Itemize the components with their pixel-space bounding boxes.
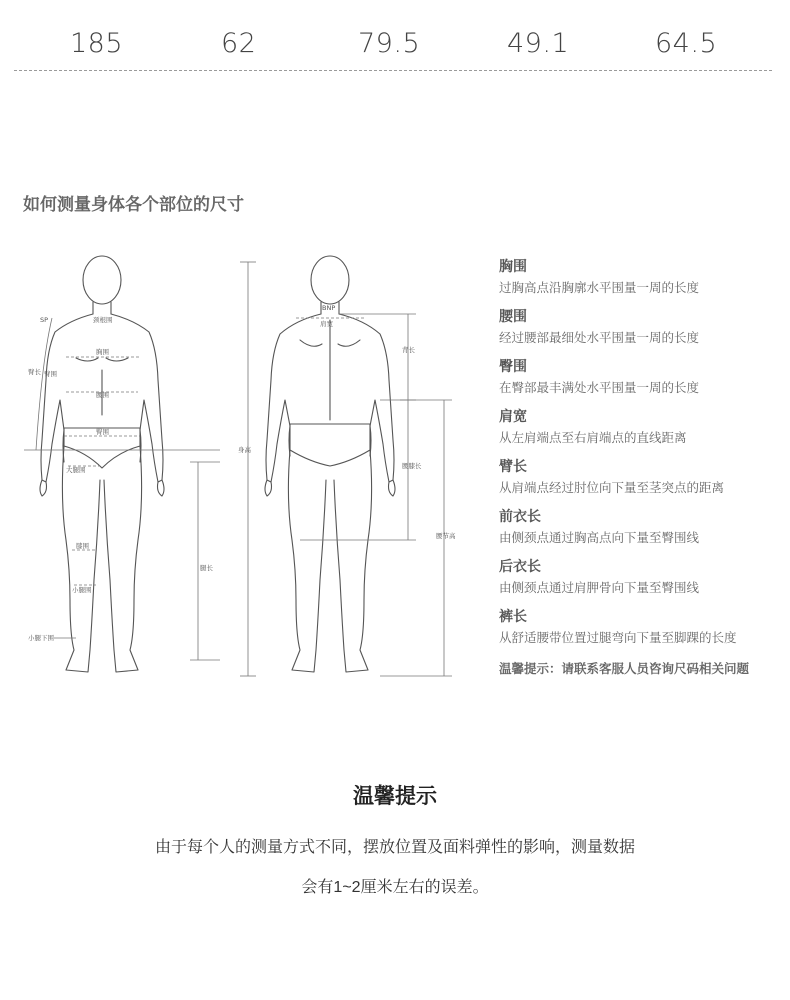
legend-item [499, 605, 789, 655]
legend-item [499, 355, 789, 405]
body-figure-svg [0, 240, 480, 700]
label-hip: 臀围 [96, 428, 109, 436]
label-waist-knee: 腰膝长 [402, 462, 422, 470]
measurement-legend [499, 255, 789, 677]
notice-body [0, 828, 790, 908]
label-arm-length: 臂长 [28, 368, 41, 376]
legend-desc: 由侧颈点通过胸高点向下量至臀围线 [499, 531, 700, 545]
label-ankle: 小腿下围 [28, 634, 54, 642]
legend-desc: 从左肩端点至右肩端点的直线距离 [499, 431, 687, 445]
legend-term: 臀围 [499, 358, 527, 374]
label-neck: 颈根围 [93, 316, 113, 324]
legend-item [499, 255, 789, 305]
label-knee: 膝围 [76, 542, 89, 550]
legend-term: 腰围 [499, 308, 527, 324]
legend-desc: 过胸高点沿胸廓水平围量一周的长度 [499, 281, 700, 295]
size-value: 64.5 [655, 28, 718, 59]
legend-item [499, 405, 789, 455]
dashed-divider [14, 70, 772, 71]
legend-item [499, 305, 789, 355]
size-value: 185 [70, 28, 124, 59]
legend-term: 肩宽 [499, 408, 527, 424]
label-arm-girth: 臂围 [44, 370, 57, 378]
legend-desc: 在臀部最丰满处水平围量一周的长度 [499, 381, 700, 395]
back-figure [265, 256, 395, 672]
label-calf: 小腿围 [72, 586, 92, 594]
legend-term: 臂长 [499, 458, 527, 474]
label-thigh: 大腿围 [66, 466, 86, 474]
section-title: 如何测量身体各个部位的尺寸 [23, 195, 244, 214]
legend-item [499, 455, 789, 505]
label-height: 身高 [238, 446, 251, 454]
label-bnp: BNP [322, 304, 336, 312]
size-value: 49.1 [507, 28, 570, 59]
label-chest: 胸围 [96, 348, 109, 356]
legend-desc: 经过腰部最细处水平围量一周的长度 [499, 331, 700, 345]
body-measurement-illustration [0, 240, 480, 700]
legend-term: 胸围 [499, 258, 527, 274]
legend-term: 前衣长 [499, 508, 541, 524]
label-waist-height: 腰节高 [436, 532, 456, 540]
notice-line: 由于每个人的测量方式不同，摆放位置及面料弹性的影响，测量数据 [154, 839, 635, 856]
legend-desc: 从肩端点经过肘位向下量至茎突点的距离 [499, 481, 725, 495]
size-value: 62 [221, 28, 257, 59]
label-back-length: 背长 [402, 346, 415, 354]
legend-desc: 从舒适腰带位置过腿弯向下量至脚踝的长度 [499, 631, 737, 645]
legend-item [499, 555, 789, 605]
notice-title: 温馨提示 [353, 785, 437, 808]
legend-desc: 由侧颈点通过肩胛骨向下量至臀围线 [499, 581, 700, 595]
legend-tip: 温馨提示：请联系客服人员咨询尺码相关问题 [499, 662, 750, 676]
label-shoulder: 肩宽 [320, 320, 333, 328]
label-sp: SP [40, 316, 49, 324]
notice-line: 会有1~2厘米左右的误差。 [301, 879, 489, 896]
label-leg-length: 腿长 [200, 564, 213, 572]
legend-term: 后衣长 [499, 558, 541, 574]
label-waist: 腰围 [96, 391, 109, 399]
size-value: 79.5 [358, 28, 421, 59]
legend-term: 裤长 [499, 608, 527, 624]
legend-item [499, 505, 789, 555]
size-value-row [0, 22, 790, 66]
